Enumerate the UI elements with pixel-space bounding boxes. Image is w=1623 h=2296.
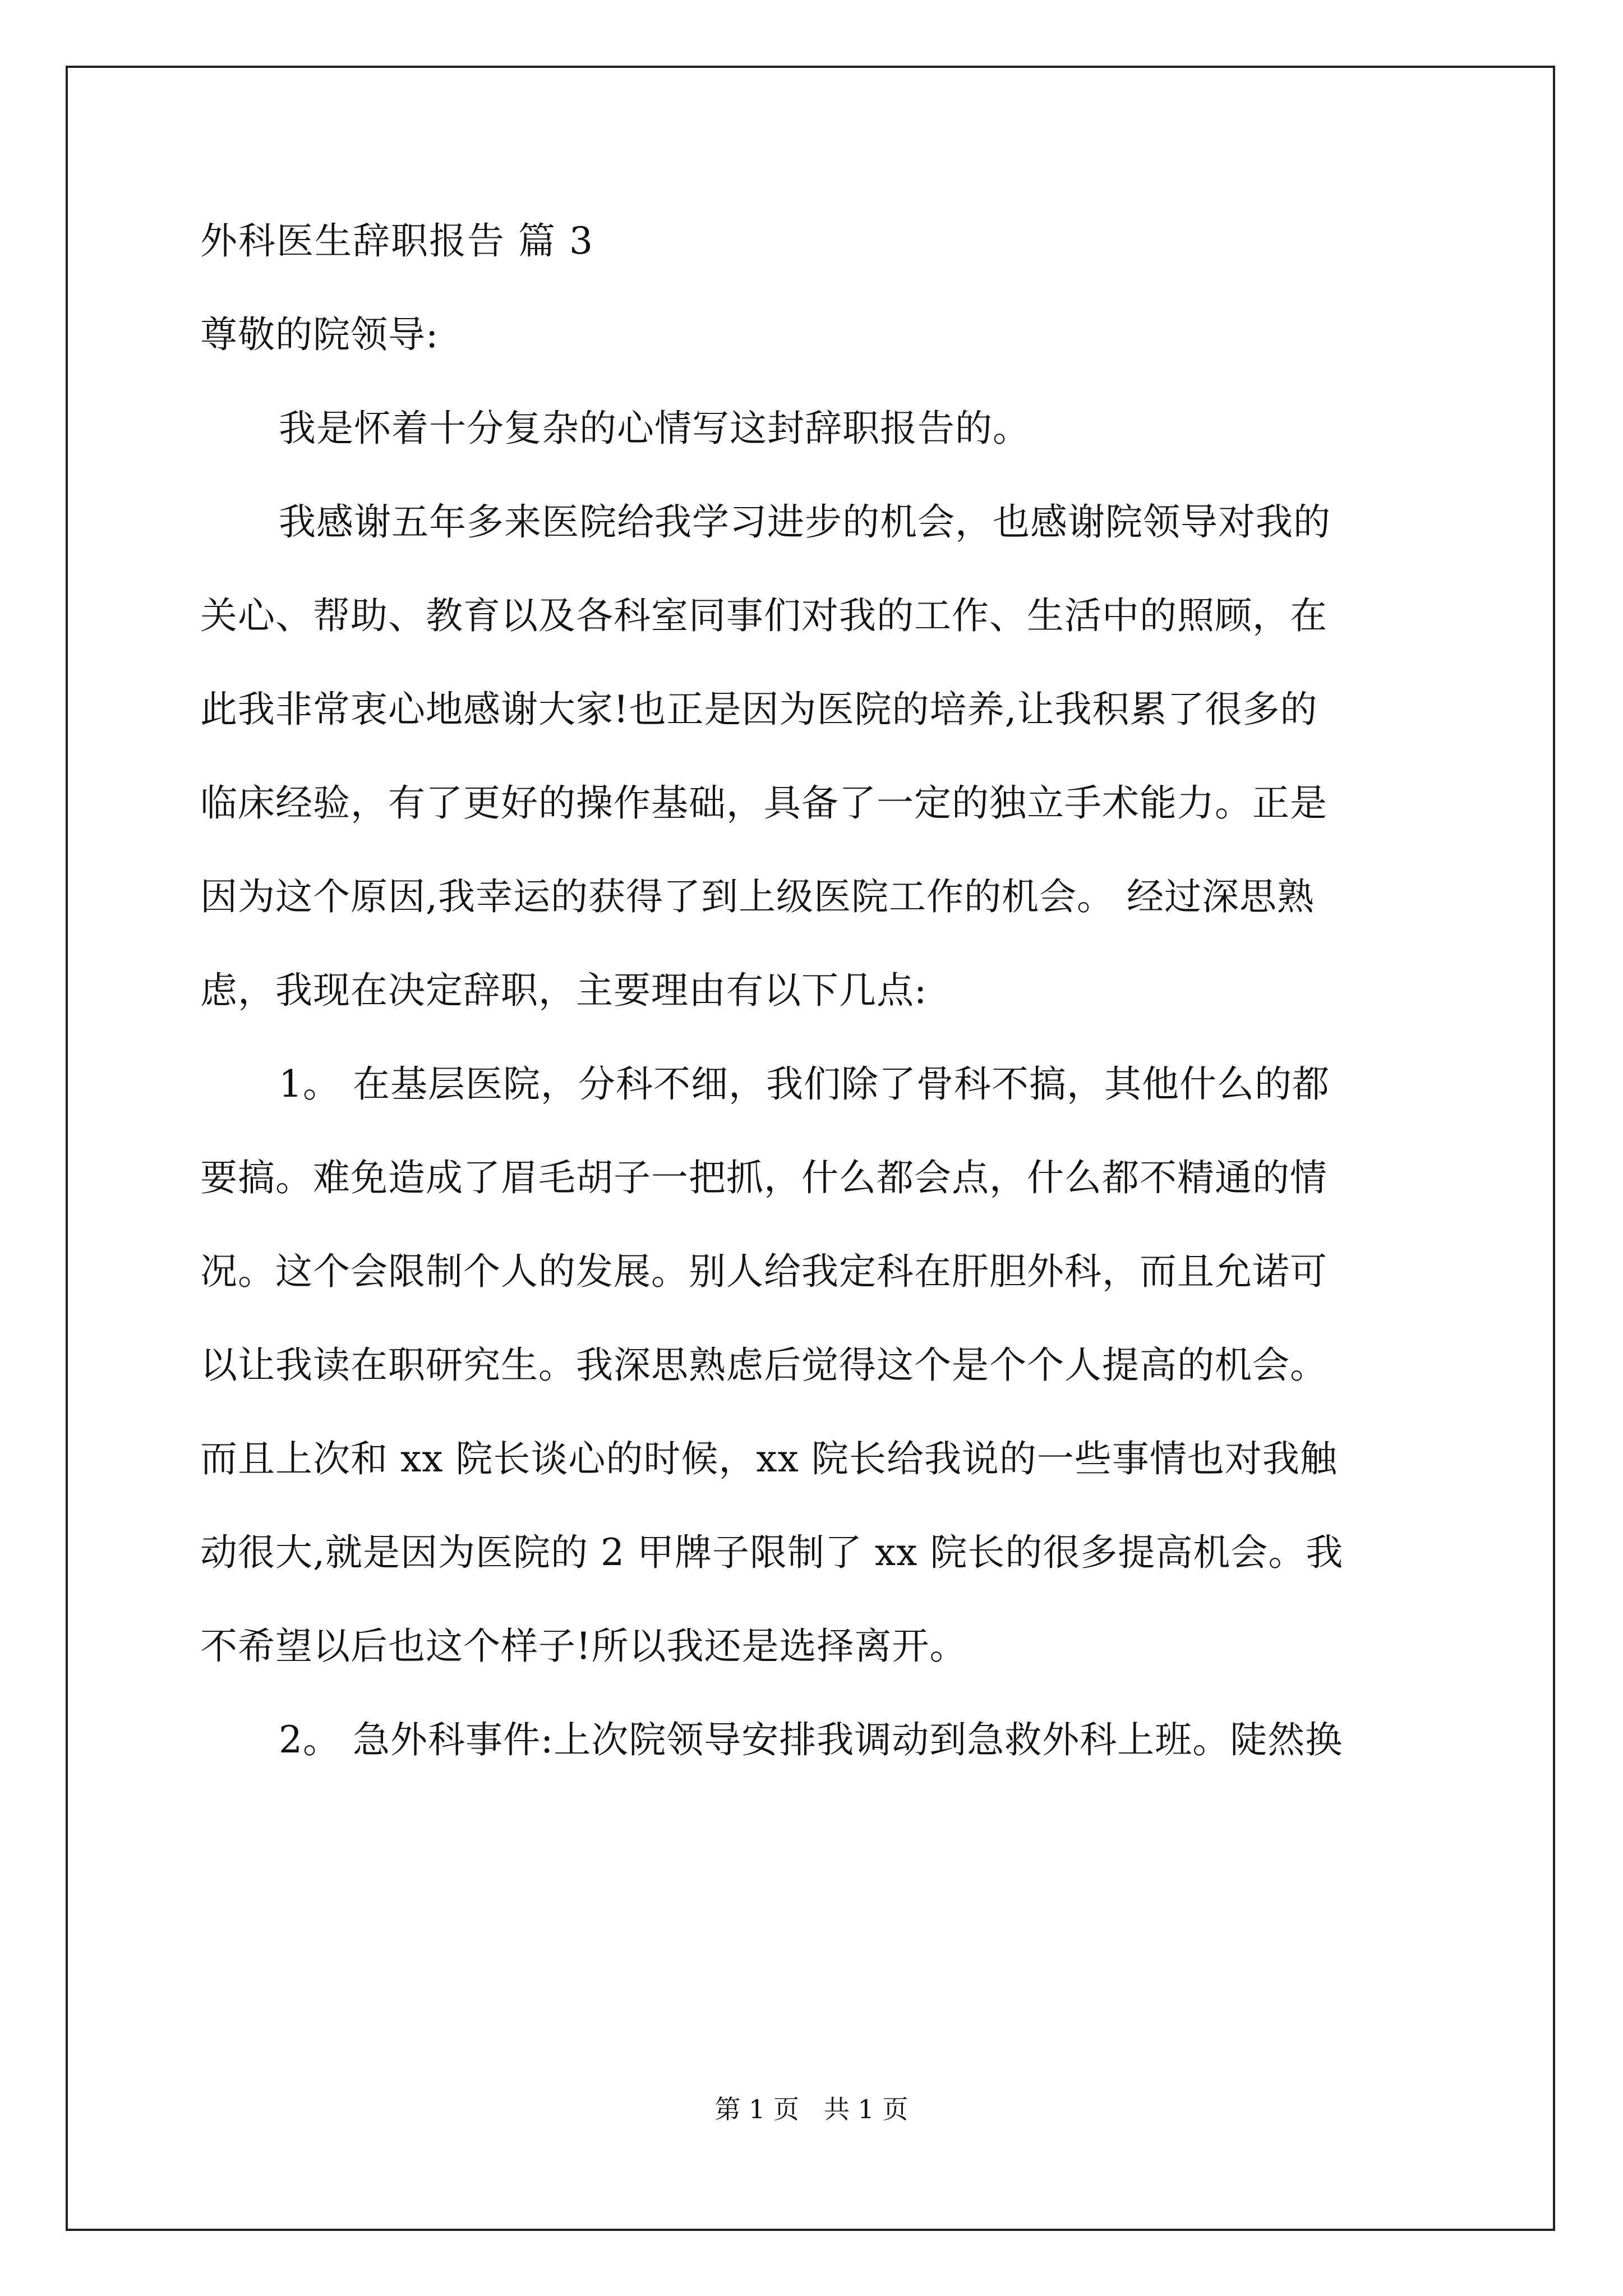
paragraph-line: 虑，我现在决定辞职，主要理由有以下几点: [200, 969, 928, 1012]
paragraph-line: 因为这个原因,我幸运的获得了到上级医院工作的机会。 经过深思熟 [200, 875, 1315, 918]
paragraph-line: 动很大,就是因为医院的 2 甲牌子限制了 xx 院长的很多提高机会。我 [200, 1531, 1344, 1574]
paragraph-line: 况。这个会限制个人的发展。别人给我定科在肝胆外科，而且允诺可 [200, 1250, 1327, 1293]
paragraph-line: 以让我读在职研究生。我深思熟虑后觉得这个是个个人提高的机会。 [200, 1343, 1327, 1387]
salutation: 尊敬的院领导: [200, 313, 439, 356]
paragraph-line: 2。 急外科事件:上次院领导安排我调动到急救外科上班。陡然换 [279, 1718, 1343, 1761]
page-number-footer: 第 1 页 共 1 页 [714, 2094, 909, 2124]
paragraph-line: 要搞。难免造成了眉毛胡子一把抓，什么都会点，什么都不精通的情 [200, 1156, 1327, 1199]
document-body [200, 219, 1423, 1814]
paragraph-line: 此我非常衷心地感谢大家!也正是因为医院的培养,让我积累了很多的 [200, 688, 1318, 731]
paragraph-line: 1。 在基层医院，分科不细，我们除了骨科不搞，其他什么的都 [279, 1062, 1330, 1106]
paragraph-line: 临床经验，有了更好的操作基础，具备了一定的独立手术能力。正是 [200, 781, 1327, 825]
paragraph-line: 我感谢五年多来医院给我学习进步的机会，也感谢院领导对我的 [279, 500, 1331, 544]
document-title: 外科医生辞职报告 篇 3 [200, 219, 594, 263]
paragraph-line: 而且上次和 xx 院长谈心的时候，xx 院长给我说的一些事情也对我触 [200, 1437, 1338, 1480]
paragraph-line: 我是怀着十分复杂的心情写这封辞职报告的。 [279, 407, 1030, 450]
paragraph-line: 不希望以后也这个样子!所以我还是选择离开。 [200, 1625, 967, 1668]
paragraph-line: 关心、帮助、教育以及各科室同事们对我的工作、生活中的照顾，在 [200, 594, 1327, 637]
